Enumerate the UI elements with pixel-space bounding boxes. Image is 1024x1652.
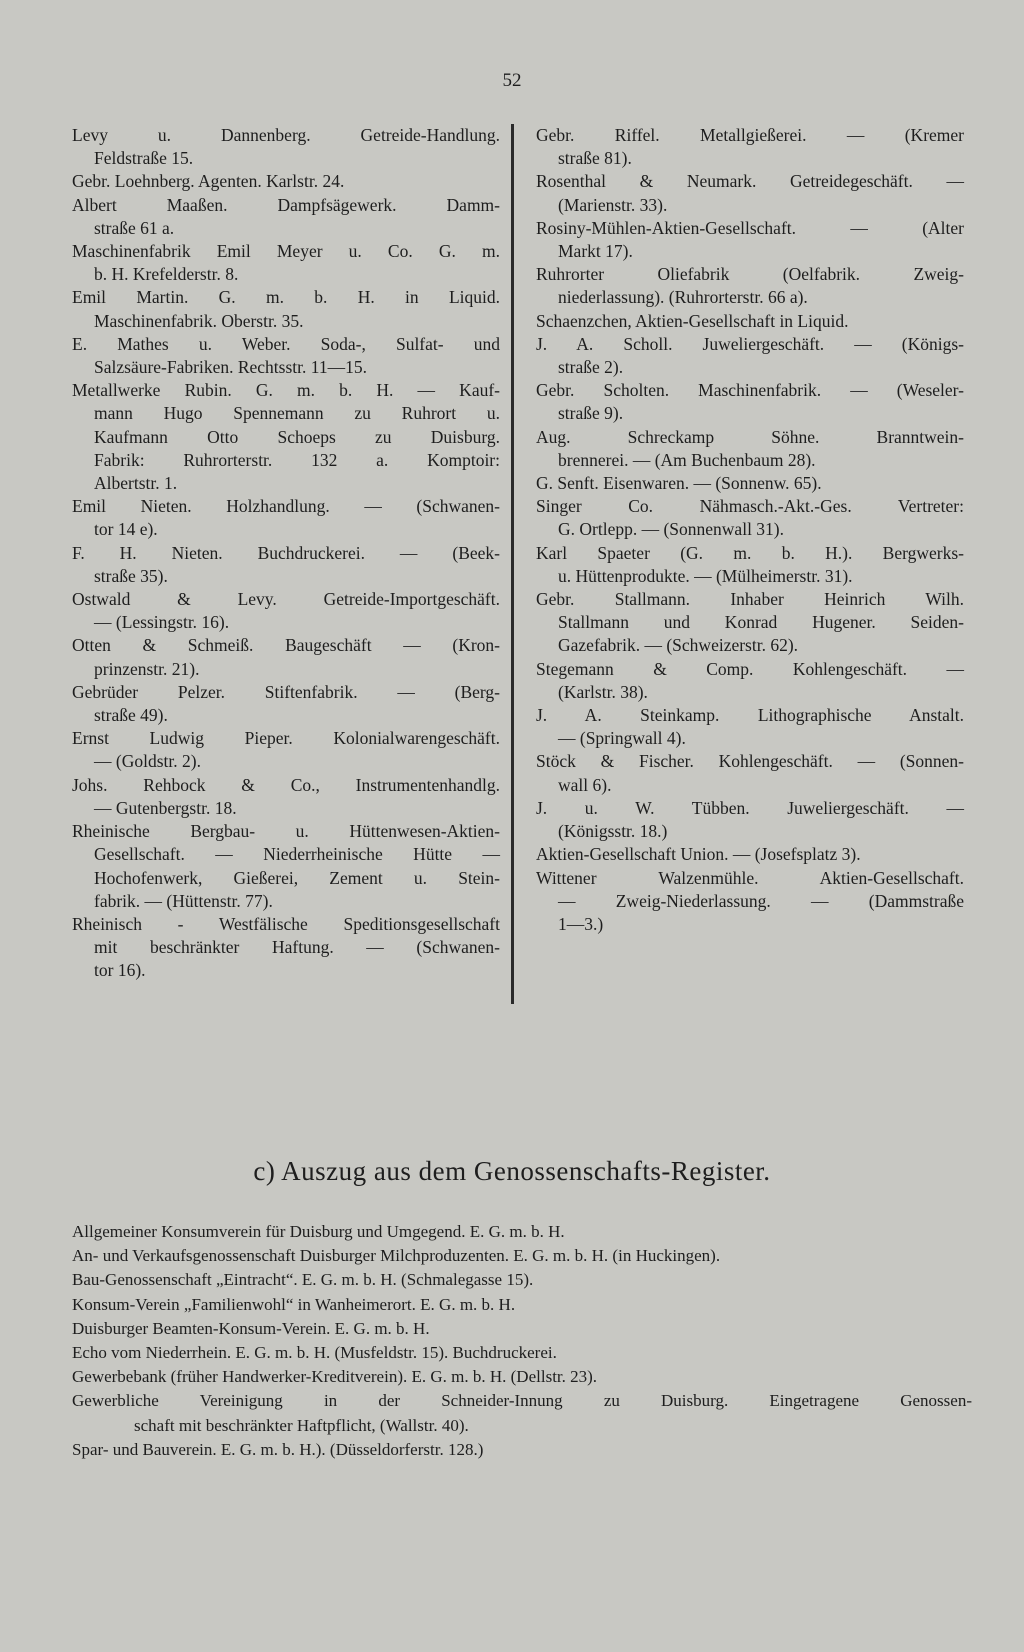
list-item: [536, 333, 964, 379]
entry-line: Stöck & Fischer. Kohlengeschäft. — (Sonnen-: [536, 751, 964, 772]
entry-line: brennerei. — (Am Buchenbaum 28).: [558, 449, 816, 470]
list-item: [72, 681, 500, 727]
entry-line: Gebr. Riffel. Metallgießerei. — (Kremer: [536, 125, 964, 145]
entry-line: Spar- und Bauverein. E. G. m. b. H.). (Düsseldorferstr. 128.): [72, 1439, 484, 1459]
entry-line: Emil Martin. G. m. b. H. in Liquid.: [72, 287, 500, 308]
list-item: [536, 170, 964, 216]
list-item: [72, 379, 500, 495]
entry-line: E. Mathes u. Weber. Soda-, Sulfat- und: [72, 333, 500, 354]
entry-line: Aug. Schreckamp Söhne. Branntwein-: [536, 426, 964, 447]
section-heading: c) Auszug aus dem Genossenschafts-Register.: [253, 1156, 771, 1186]
entry-line: Feldstraße 15.: [94, 148, 194, 169]
entry-line: Ostwald & Levy. Getreide-Importgeschäft.: [72, 589, 500, 610]
entry-line: Rheinische Bergbau- u. Hüttenwesen-Aktien-: [72, 821, 500, 842]
entry-line: mit beschränkter Haftung. — (Schwanen-: [94, 937, 500, 958]
entry-line: Gazefabrik. — (Schweizerstr. 62).: [558, 635, 799, 656]
entry-line: J. A. Scholl. Juweliergeschäft. — (Königs-: [536, 333, 964, 354]
entry-line: Johs. Rehbock & Co., Instrumentenhandlg.: [72, 774, 500, 795]
list-item: [72, 634, 500, 680]
entry-line: Wittener Walzenmühle. Aktien-Gesellschaft.: [536, 867, 964, 888]
list-item: [72, 495, 500, 541]
column-divider: [511, 124, 514, 1004]
entry-line: Gebr. Loehnberg. Agenten. Karlstr. 24.: [72, 171, 345, 192]
entry-line: straße 61 a.: [94, 217, 175, 238]
list-item: [536, 542, 964, 588]
list-item: [536, 217, 964, 263]
entry-line: Salzsäure-Fabriken. Rechtsstr. 11—15.: [94, 357, 367, 378]
left-column: [72, 124, 500, 983]
right-column: [536, 124, 964, 936]
list-item: [72, 1389, 972, 1437]
entry-line: Markt 17).: [558, 241, 633, 262]
list-item: [72, 1317, 972, 1341]
entry-line: Allgemeiner Konsumverein für Duisburg und Umgegend. E. G. m. b. H.: [72, 1222, 565, 1241]
entry-line: tor 14 e).: [94, 519, 158, 540]
entry-line: Ernst Ludwig Pieper. Kolonialwarengeschäft.: [72, 728, 500, 749]
entry-line: Kaufmann Otto Schoeps zu Duisburg.: [94, 426, 500, 447]
list-item: [536, 658, 964, 704]
list-item: [72, 727, 500, 773]
list-item: [72, 1365, 972, 1389]
entry-line: Rosiny-Mühlen-Aktien-Gesellschaft. — (Alter: [536, 217, 964, 238]
entry-line: u. Hüttenprodukte. — (Mülheimerstr. 31).: [558, 565, 853, 586]
entry-line: straße 9).: [558, 403, 624, 424]
entry-line: Stegemann & Comp. Kohlengeschäft. —: [536, 658, 964, 679]
list-item: [72, 1244, 972, 1268]
entry-line: Schaenzchen, Aktien-Gesellschaft in Liquid.: [536, 310, 849, 331]
entry-line: straße 2).: [558, 357, 624, 378]
entry-line: 1—3.): [558, 913, 604, 934]
entry-line: Emil Nieten. Holzhandlung. — (Schwanen-: [72, 496, 500, 517]
list-item: [72, 1341, 972, 1365]
entry-line: Gewerbebank (früher Handwerker-Kreditverein). E. G. m. b. H. (Dellstr. 23).: [72, 1367, 598, 1387]
list-item: [72, 194, 500, 240]
entry-line: G. Ortlepp. — (Sonnenwall 31).: [558, 519, 785, 540]
entry-line: Albert Maaßen. Dampfsägewerk. Damm-: [72, 194, 500, 215]
list-item: [536, 797, 964, 843]
entry-line: Duisburger Beamten-Konsum-Verein. E. G. m. b. H.: [72, 1318, 430, 1338]
entry-line: (Königsstr. 18.): [558, 821, 668, 842]
entry-line: Gebrüder Pelzer. Stiftenfabrik. — (Berg-: [72, 681, 500, 702]
entry-line: Gebr. Stallmann. Inhaber Heinrich Wilh.: [536, 589, 964, 610]
list-item: [536, 843, 964, 866]
entry-line: straße 35).: [94, 565, 168, 586]
entry-line: J. u. W. Tübben. Juweliergeschäft. —: [536, 797, 964, 818]
entry-line: schaft mit beschränkter Haftpflicht, (Wallstr. 40).: [134, 1415, 469, 1435]
entry-line: Maschinenfabrik Emil Meyer u. Co. G. m.: [72, 241, 500, 262]
list-item: [536, 310, 964, 333]
entry-line: Gesellschaft. — Niederrheinische Hütte —: [94, 844, 500, 865]
list-item: [72, 913, 500, 983]
entry-line: Maschinenfabrik. Oberstr. 35.: [94, 310, 304, 331]
entry-line: b. H. Krefelderstr. 8.: [94, 264, 239, 285]
entry-line: Fabrik: Ruhrorterstr. 132 a. Komptoir:: [94, 449, 500, 470]
list-item: [72, 1220, 972, 1244]
entry-line: — Zweig-Niederlassung. — (Dammstraße: [558, 890, 964, 911]
entry-line: Echo vom Niederrhein. E. G. m. b. H. (Musfeldstr. 15). Buchdruckerei.: [72, 1343, 557, 1363]
list-item: [536, 426, 964, 472]
entry-line: Konsum-Verein „Familienwohl“ in Wanheimerort. E. G. m. b. H.: [72, 1294, 516, 1314]
entry-line: wall 6).: [558, 774, 612, 795]
entry-line: fabrik. — (Hüttenstr. 77).: [94, 890, 273, 911]
list-item: [72, 588, 500, 634]
list-item: [72, 774, 500, 820]
entry-line: Metallwerke Rubin. G. m. b. H. — Kauf-: [72, 380, 500, 401]
entry-line: tor 16).: [94, 960, 146, 981]
entry-line: Rheinisch - Westfälische Speditionsgesellschaft: [72, 913, 500, 934]
list-item: [72, 124, 500, 170]
entry-line: — (Lessingstr. 16).: [94, 612, 230, 633]
entry-line: mann Hugo Spennemann zu Ruhrort u.: [94, 403, 500, 424]
list-item: [72, 542, 500, 588]
list-item: [72, 1438, 972, 1462]
entry-line: — (Goldstr. 2).: [94, 751, 201, 772]
list-item: [536, 379, 964, 425]
list-item: [536, 263, 964, 309]
list-item: [72, 1293, 972, 1317]
list-item: [536, 495, 964, 541]
entry-line: straße 49).: [94, 705, 168, 726]
entry-line: (Marienstr. 33).: [558, 194, 668, 215]
entry-line: Gebr. Scholten. Maschinenfabrik. — (Weseler-: [536, 380, 964, 401]
list-item: [536, 472, 964, 495]
register-list: [72, 1220, 972, 1462]
entry-line: Bau-Genossenschaft „Eintracht“. E. G. m. b. H. (Schmalegasse 15).: [72, 1270, 534, 1290]
entry-line: niederlassung). (Ruhrorterstr. 66 a).: [558, 287, 808, 308]
list-item: [72, 286, 500, 332]
entry-line: Rosenthal & Neumark. Getreidegeschäft. —: [536, 171, 964, 192]
list-item: [536, 588, 964, 658]
list-item: [536, 750, 964, 796]
entry-line: Singer Co. Nähmasch.-Akt.-Ges. Vertreter:: [536, 496, 964, 517]
entry-line: Otten & Schmeiß. Baugeschäft — (Kron-: [72, 635, 500, 656]
list-item: [72, 240, 500, 286]
entry-line: Gewerbliche Vereinigung in der Schneider-Innung zu Duisburg. Eingetragene Genossen-: [72, 1391, 972, 1411]
entry-line: Stallmann und Konrad Hugener. Seiden-: [558, 612, 964, 633]
entry-line: — Gutenbergstr. 18.: [94, 797, 237, 818]
entry-line: An- und Verkaufsgenossenschaft Duisburger Milchproduzenten. E. G. m. b. H. (in Huckingen).: [72, 1246, 721, 1266]
list-item: [72, 1268, 972, 1292]
list-item: [536, 704, 964, 750]
entry-line: Hochofenwerk, Gießerei, Zement u. Stein-: [94, 867, 500, 888]
entry-line: — (Springwall 4).: [558, 728, 686, 749]
entry-line: (Karlstr. 38).: [558, 681, 648, 702]
entry-line: F. H. Nieten. Buchdruckerei. — (Beek-: [72, 542, 500, 563]
list-item: [72, 820, 500, 913]
entry-line: Aktien-Gesellschaft Union. — (Josefsplatz 3).: [536, 844, 861, 865]
list-item: [536, 867, 964, 937]
entry-line: straße 81).: [558, 148, 632, 169]
page-number: 52: [502, 70, 522, 91]
entry-line: Karl Spaeter (G. m. b. H.). Bergwerks-: [536, 542, 964, 563]
entry-line: Albertstr. 1.: [94, 473, 178, 494]
entry-line: G. Senft. Eisenwaren. — (Sonnenw. 65).: [536, 473, 822, 494]
list-item: [72, 170, 500, 193]
entry-line: Levy u. Dannenberg. Getreide-Handlung.: [72, 125, 500, 145]
list-item: [536, 124, 964, 170]
list-item: [72, 333, 500, 379]
entry-line: J. A. Steinkamp. Lithographische Anstalt.: [536, 705, 964, 726]
entry-line: Ruhrorter Oliefabrik (Oelfabrik. Zweig-: [536, 264, 964, 285]
entry-line: prinzenstr. 21).: [94, 658, 200, 679]
